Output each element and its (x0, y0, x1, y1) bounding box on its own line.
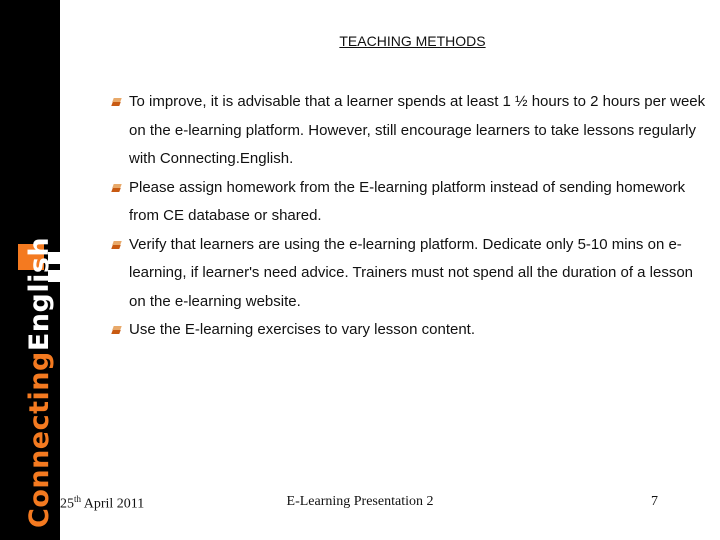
bullet-item (112, 88, 712, 174)
footer-presentation-title: E-Learning Presentation 2 (286, 494, 434, 509)
footer-date-rest: April 2011 (81, 496, 145, 512)
bullet-marker-icon (112, 241, 122, 249)
bullet-item (112, 174, 712, 231)
bullet-text: Please assign homework from the E-learning platform instead of sending homework from CE database or shared. (129, 178, 686, 224)
footer-page-number: 7 (651, 494, 658, 509)
bullet-text: Use the E-learning exercises to vary lesson content. (129, 321, 476, 338)
logo-wordmark (24, 237, 56, 528)
bullet-item (112, 231, 712, 317)
bullet-text: Verify that learners are using the e-learning platform. Dedicate only 5-10 mins on e-learning, if learner's need advice. Trainers must not spend all the duration of a lesson on the e-learning website. (129, 235, 694, 310)
footer-date (60, 494, 144, 513)
bullet-marker-icon (112, 326, 122, 334)
logo-text-english: English (24, 236, 55, 352)
bullet-text: To improve, it is advisable that a learner spends at least 1 ½ hours to 2 hours per week on the e-learning platform. However, still encourage learners to take lessons regularly with Connecting.English. (129, 93, 706, 167)
footer-date-suffix: th (74, 494, 82, 504)
sidebar-band (0, 0, 60, 540)
bullet-marker-icon (112, 184, 122, 192)
logo-text-connecting: Connecting (24, 351, 55, 528)
bullet-list (112, 88, 712, 345)
bullet-item (112, 316, 712, 345)
bullet-marker-icon (112, 98, 122, 106)
slide-title: TEACHING METHODS (339, 33, 486, 49)
footer-date-day: 25 (60, 496, 74, 512)
